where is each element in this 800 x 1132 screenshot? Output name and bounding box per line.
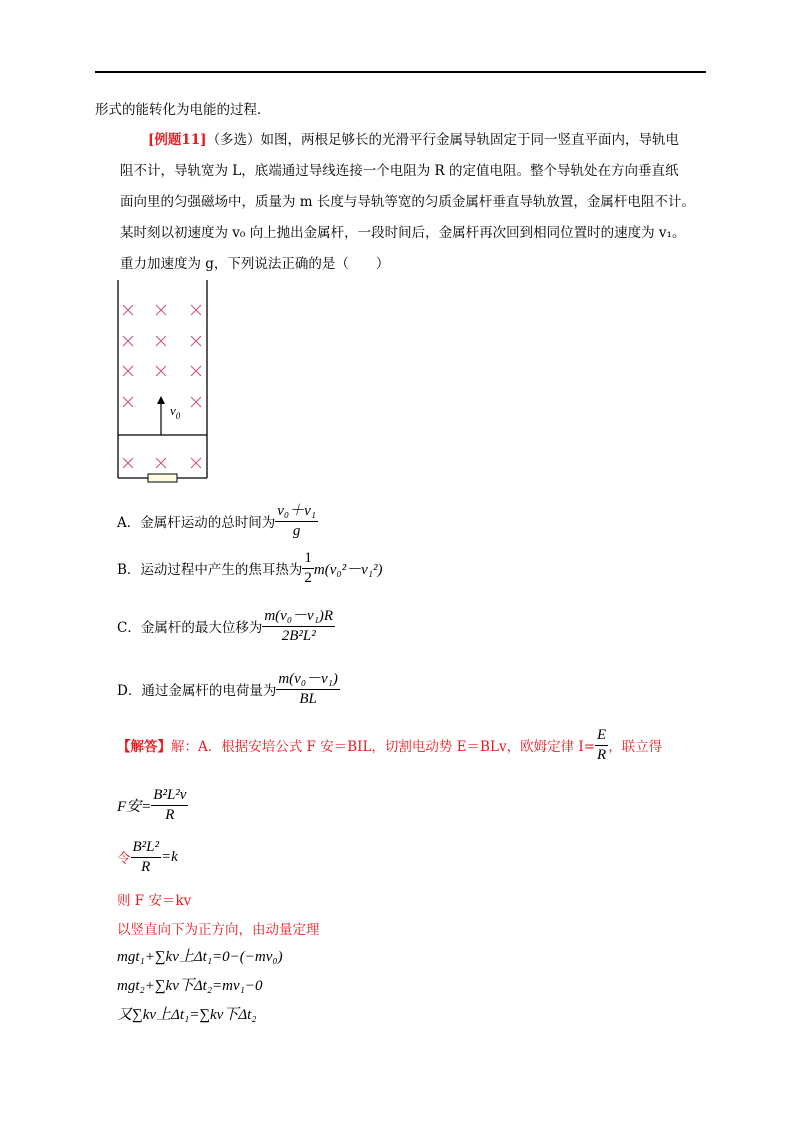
field-cross-mark [156, 366, 166, 376]
momentum-theorem-line: 以竖直向下为正方向，由动量定理 [117, 922, 320, 938]
problem-line-4: 某时刻以初速度为 v₀ 向上抛出金属杆，一段时间后，金属杆再次回到相同位置时的速度为 v₁。 [120, 225, 686, 241]
problem-tag: [例题11] [148, 132, 207, 148]
equation-1-fraction [151, 786, 188, 825]
field-cross-mark [191, 366, 201, 376]
problem-line-1-text: （多选）如图，两根足够长的光滑平行金属导轨固定于同一竖直平面内，导轨电 [206, 132, 680, 148]
field-cross-mark [123, 458, 133, 468]
option-b-denominator: 2 [304, 569, 312, 586]
answer-line-1-text: 解：A．根据安培公式 F 安＝BIL，切割电动势 E＝BLv，欧姆定律 I= [171, 739, 596, 755]
equation-1-denominator: R [165, 806, 175, 823]
option-a-denominator: g [292, 522, 301, 539]
problem-line-5: 重力加速度为 g，下列说法正确的是（ ） [120, 256, 390, 272]
option-a-fraction [275, 502, 318, 541]
ohm-denominator: R [597, 746, 607, 763]
equation-1-lhs: F安= [117, 798, 152, 815]
equation-2-denominator: R [141, 858, 151, 875]
field-cross-mark [156, 336, 166, 346]
equation-7: 又∑kv上Δt₁=∑kv下Δt₂ [117, 1007, 257, 1023]
option-b-fraction [302, 549, 314, 588]
field-cross-mark [191, 397, 201, 407]
equation-2-fraction [131, 838, 162, 877]
equation-1-numerator: B²L²v [151, 786, 188, 806]
ohm-numerator: E [595, 726, 608, 746]
option-b-numerator: 1 [302, 549, 314, 569]
velocity-label: $v_0$ [170, 403, 181, 421]
option-d-fraction [276, 670, 340, 709]
field-cross-mark [191, 458, 201, 468]
problem-line-3: 面向里的匀强磁场中，质量为 m 长度与导轨等宽的匀质金属杆垂直导轨放置，金属杆电阻不计。 [120, 194, 695, 210]
answer-line-1 [117, 724, 662, 766]
option-d [117, 668, 340, 710]
option-c-text: C．金属杆的最大位移为 [117, 620, 263, 636]
option-d-denominator: BL [299, 690, 317, 707]
option-d-numerator: m(v₀－v₁) [276, 670, 340, 690]
magnetic-field-crosses [123, 305, 201, 468]
option-c-fraction [262, 607, 335, 646]
resistor [148, 474, 177, 482]
equation-5: mgt₁+∑kv上Δt₁=0−(−mv₀) [117, 949, 283, 965]
option-d-text: D．通过金属杆的电荷量为 [117, 683, 277, 699]
field-cross-mark [191, 336, 201, 346]
header-line: 形式的能转化为电能的过程． [95, 102, 271, 118]
equation-2 [117, 836, 178, 878]
rail-diagram [110, 280, 220, 490]
equation-2-numerator: B²L² [131, 838, 162, 858]
field-cross-mark [156, 305, 166, 315]
option-c-denominator: 2B²L² [281, 627, 316, 644]
option-b [117, 547, 382, 589]
field-cross-mark [123, 336, 133, 346]
option-a [117, 500, 318, 542]
problem-line-1 [148, 128, 679, 148]
option-c-numerator: m(v₀－v₁)R [262, 607, 335, 627]
problem-line-2: 阻不计，导轨宽为 L，底端通过导线连接一个电阻为 R 的定值电阻。整个导轨处在方向垂直纸 [120, 163, 679, 179]
option-c [117, 605, 335, 647]
equation-1 [117, 784, 188, 826]
equation-6: mgt₂+∑kv下Δt₂=mv₁−0 [117, 978, 263, 994]
field-cross-mark [123, 397, 133, 407]
answer-label: 【解答】 [117, 739, 171, 755]
option-b-text: B．运动过程中产生的焦耳热为 [117, 562, 303, 578]
option-a-text: A．金属杆运动的总时间为 [117, 515, 276, 531]
header-rule [95, 71, 706, 73]
equation-2-prefix: 令 [117, 851, 131, 867]
field-cross-mark [123, 366, 133, 376]
answer-line-1-end: ，联立得 [608, 739, 663, 755]
field-cross-mark [156, 458, 166, 468]
option-b-expression: m(v₀²－v₁²) [313, 561, 383, 578]
field-cross-mark [191, 305, 201, 315]
equation-3: 则 F 安＝kv [117, 893, 192, 909]
field-cross-mark [123, 305, 133, 315]
option-a-numerator: v₀＋v₁ [275, 502, 318, 522]
equation-2-rhs: =k [161, 848, 178, 865]
ohm-fraction [595, 726, 608, 765]
